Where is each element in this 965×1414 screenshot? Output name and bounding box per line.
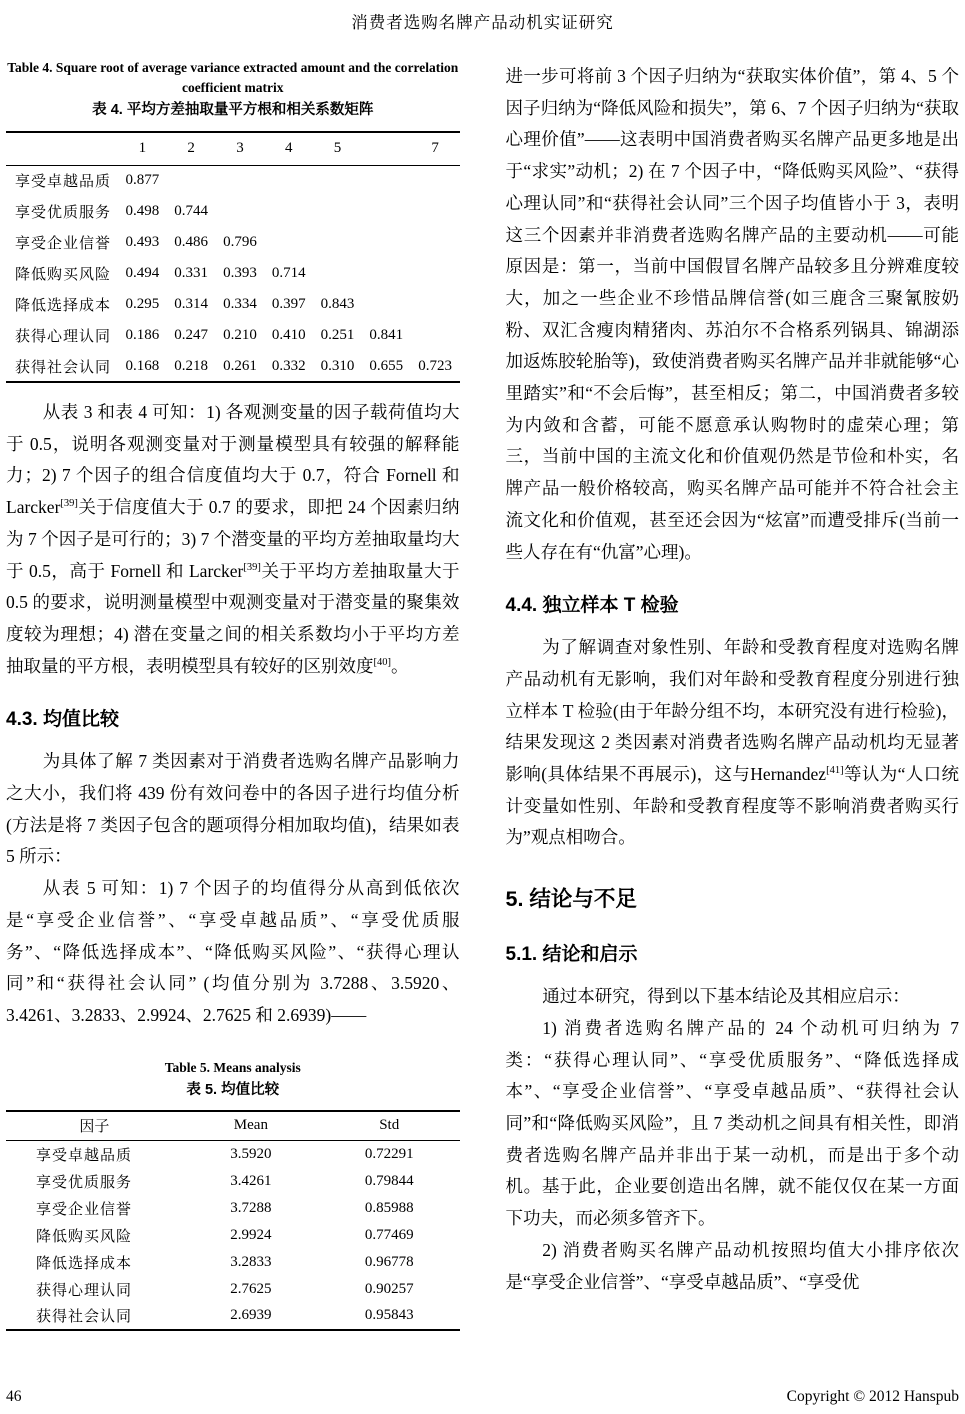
- table-cell: [362, 258, 411, 289]
- table-cell: 3.4261: [230, 1172, 272, 1189]
- text-segment: 关于信度值大于 0.7 的要求，即把 24 个因素归纳为 7 个因子是可行的；3) 7 个潜变量的平均方差抽取量均大于 0.5，高于 Fornell 和 Larcker: [6, 497, 460, 581]
- column-header: 5: [313, 132, 362, 165]
- table-row: [6, 1141, 460, 1168]
- table-row: [6, 258, 460, 289]
- two-column-layout: [0, 56, 965, 1331]
- table-cell: [216, 165, 265, 196]
- table-cell: 0.210: [223, 327, 257, 343]
- table-cell: [313, 165, 362, 196]
- text-segment: 关于平均方差抽取量大于 0.5 的要求，说明测量模型中观测变量对于潜变量的聚集效度较为理想；4) 潜在变量之间的相关系数均小于平均方差抽取量的平方根，表明模型具有较好的区别效度: [6, 560, 460, 676]
- copyright-notice: Copyright © 2012 Hanspub: [786, 1388, 959, 1405]
- body-paragraph: 2) 消费者购买名牌产品动机按照均值大小排序依次是“享受企业信誉”、“享受卓越品质”、“享受优: [505, 1239, 959, 1292]
- correlation-matrix-table: [6, 131, 460, 383]
- table-cell: 0.493: [125, 234, 160, 250]
- table-cell: 0.79844: [364, 1172, 414, 1189]
- table-cell: [313, 227, 362, 258]
- table-cell: 0.331: [174, 265, 209, 281]
- column-header: Mean: [183, 1111, 319, 1141]
- table-cell: [411, 165, 460, 196]
- table-cell: [167, 165, 216, 196]
- column-header: 1: [118, 132, 167, 165]
- body-paragraph: 为具体了解 7 类因素对于消费者选购名牌产品影响力之大小，我们将 439 份有效问卷中的各因子进行均值分析(方法是将 7 类因子包含的题项得分相加取均值)，结果如表 5 所示：: [6, 751, 460, 867]
- table5-caption-english: Table 5. Means analysis: [164, 1059, 301, 1075]
- table-cell: 0.877: [125, 172, 160, 189]
- page-number: 46: [6, 1388, 22, 1405]
- row-label: 降低选择成本: [36, 1255, 133, 1272]
- column-header: 7: [411, 132, 460, 165]
- table-cell: [264, 196, 313, 227]
- table-cell: 0.247: [174, 327, 209, 343]
- row-label: 享受卓越品质: [15, 174, 112, 191]
- row-label: 享受企业信誉: [36, 1201, 133, 1218]
- row-label: 获得心理认同: [36, 1282, 133, 1299]
- text-segment: 从表 3 和表 4 可知：1) 各观测变量的因子载荷值均大于 0.5，说明各观测变量对于测量模型具有较强的解释能力；2) 7 个因子的组合信度值均大于 0.7，符合 Fornell 和 Larcker: [6, 402, 460, 518]
- row-label: 享受优质服务: [15, 205, 112, 221]
- table-cell: [264, 227, 313, 258]
- row-label: 获得心理认同: [15, 329, 112, 345]
- body-paragraph: 从表 5 可知：1) 7 个因子的均值得分从高到低依次是“享受企业信誉”、“享受卓越品质”、“享受优质服务”、“降低选择成本”、“降低购买风险”、“获得心理认同”和“获得社会认同” (均值分别为 3.7288、3.5920、3.4261、3.2833、2.9924、2.7625 和 2.6939)——: [6, 878, 460, 1025]
- column-header: 4: [264, 132, 313, 165]
- table-cell: 2.6939: [230, 1307, 272, 1324]
- table-cell: 0.90257: [364, 1280, 414, 1297]
- table-cell: 0.494: [125, 265, 160, 281]
- row-label: 降低购买风险: [15, 267, 112, 283]
- table-cell: 2.9924: [230, 1226, 272, 1243]
- table-cell: [411, 289, 460, 320]
- citation-superscript: [39]: [243, 561, 261, 573]
- table-cell: 0.841: [369, 327, 404, 343]
- table-header-row: [6, 1111, 460, 1141]
- table-cell: 0.168: [125, 357, 160, 374]
- right-column: [506, 56, 960, 1331]
- table-cell: [313, 258, 362, 289]
- table-cell: [411, 196, 460, 227]
- text-segment: 。: [391, 655, 409, 676]
- table-row: [6, 289, 460, 320]
- table-row: [6, 1195, 460, 1222]
- column-header: 因子: [6, 1111, 183, 1141]
- table-header-row: [6, 132, 460, 165]
- table-cell: [362, 227, 411, 258]
- table-row: [6, 351, 460, 382]
- citation-superscript: [40]: [373, 656, 391, 668]
- body-paragraph: 进一步可将前 3 个因子归纳为“获取实体价值”，第 4、5 个因子归纳为“降低风险和损失”，第 6、7 个因子归纳为“获取心理价值”——这表明中国消费者购买名牌产品更多地是出于“求实”动机；2) 在 7 个因子中，“降低购买风险”、“获得心理认同”和“获得社会认同”三个因子均值皆小于 3，表明这三个因素并非消费者选购名牌产品的主要动机——可能原因是：第一，当前中国假冒名牌产品较多且分辨难度较大，加之一些企业不珍惜品牌信誉(如三鹿含三聚氰胺奶粉、双汇含瘦肉精猪肉、苏泊尔不合格系列锅具、锦湖添加返炼胶轮胎等)，致使消费者购买名牌产品并非就能够“心里踏实”和“不会后悔”，甚至相反；第二，中国消费者多较为内敛和含蓄，可能不愿意承认购物时的虚荣心理；第三，当前中国的主流文化和价值观仍然是节俭和朴实，名牌产品一般价格较高，购买名牌产品可能并不符合社会主流文化和价值观，甚至还会因为“炫富”而遭受排斥(当前一些人存在有“仇富”心理)。: [505, 66, 959, 562]
- table-cell: 0.85988: [364, 1199, 414, 1216]
- page-title: 消费者选购名牌产品动机实证研究: [351, 13, 614, 32]
- body-paragraph: 1) 消费者选购名牌产品的 24 个动机可归纳为 7 类：“获得心理认同”、“享受优质服务”、“降低选择成本”、“享受企业信誉”、“享受卓越品质”、“获得社会认同”和“降低购买风险”，且 7 类动机之间具有相关性，即消费者选购名牌产品并非出于某一动机，而是出于多个动机。基于此，企业要创造出名牌，就不能仅仅在某一方面下功夫，而必须多管齐下。: [505, 1017, 959, 1229]
- table-cell: 0.393: [223, 265, 257, 281]
- table4-caption-english: Table 4. Square root of average variance extracted amount and the correlation coefficient matrix: [7, 60, 459, 95]
- table-cell: 0.410: [271, 327, 306, 343]
- table-cell: 0.314: [174, 296, 209, 312]
- table-cell: [411, 320, 460, 351]
- table-cell: 0.332: [271, 357, 306, 374]
- table-cell: [362, 289, 411, 320]
- table-cell: 0.397: [271, 296, 306, 312]
- table-cell: 0.186: [125, 327, 160, 343]
- means-analysis-table: [6, 1110, 460, 1331]
- table-cell: 0.843: [320, 296, 355, 312]
- citation-superscript: [39]: [60, 498, 78, 510]
- table-row: [6, 1276, 460, 1303]
- table-cell: [411, 258, 460, 289]
- row-label: 享受卓越品质: [36, 1147, 133, 1164]
- table-cell: 0.295: [125, 296, 160, 312]
- table-cell: 0.334: [223, 296, 257, 312]
- table-cell: 0.714: [271, 265, 306, 281]
- body-paragraph: [6, 397, 460, 682]
- table-cell: [411, 227, 460, 258]
- column-header: [362, 132, 411, 165]
- column-header: 3: [216, 132, 265, 165]
- section-heading-5: 5. 结论与不足: [505, 887, 637, 912]
- table-row: [6, 165, 460, 196]
- section-heading-4-3: 4.3. 均值比较: [6, 709, 119, 731]
- table-cell: 0.77469: [364, 1226, 414, 1243]
- table-cell: [313, 196, 362, 227]
- left-column: [6, 56, 460, 1331]
- table-row: [6, 196, 460, 227]
- table4-body: [6, 165, 460, 382]
- table-row: [6, 1249, 460, 1276]
- table-row: [6, 1168, 460, 1195]
- table-row: [6, 227, 460, 258]
- table-cell: [362, 196, 411, 227]
- text-segment: 等认为“人口统计变量如性别、年龄和受教育程度等不影响消费者购买行为”观点相吻合。: [505, 764, 959, 848]
- table-cell: 0.218: [174, 357, 209, 374]
- table4-caption-chinese: 表 4. 平均方差抽取量平方根和相关系数矩阵: [92, 102, 374, 118]
- table-cell: 0.655: [369, 357, 404, 374]
- row-label: 享受企业信誉: [15, 236, 112, 252]
- row-label: 降低购买风险: [36, 1228, 133, 1245]
- table-cell: 0.95843: [364, 1307, 414, 1324]
- table-cell: 0.486: [174, 234, 209, 250]
- table4-header: [6, 132, 460, 165]
- table-cell: [216, 196, 265, 227]
- row-label: 获得社会认同: [15, 359, 112, 376]
- table-cell: 3.5920: [230, 1145, 272, 1162]
- body-paragraph: [506, 632, 960, 854]
- row-label: 获得社会认同: [36, 1309, 133, 1326]
- table-cell: 0.72291: [364, 1145, 414, 1162]
- table-cell: 0.251: [320, 327, 355, 343]
- table-cell: 0.796: [223, 234, 257, 250]
- section-heading-4-4: 4.4. 独立样本 T 检验: [505, 595, 679, 617]
- table-row: [6, 1303, 460, 1330]
- text-segment: 为了解调查对象性别、年龄和受教育程度对选购名牌产品动机有无影响，我们对年龄和受教育程度分别进行独立样本 T 检验(由于年龄分组不均，本研究没有进行检验)，结果发现这 2 类因素对消费者选购名牌产品动机均无显著影响(具体结果不再展示)，这与Hernandez: [505, 637, 959, 785]
- table-cell: [362, 165, 411, 196]
- table5-caption-chinese: 表 5. 均值比较: [186, 1081, 280, 1098]
- column-header: Std: [319, 1111, 460, 1141]
- table-cell: [264, 165, 313, 196]
- table-cell: 2.7625: [230, 1280, 272, 1297]
- table-cell: 0.498: [125, 203, 160, 219]
- table-row: [6, 1222, 460, 1249]
- table-cell: 3.7288: [230, 1199, 272, 1216]
- row-label: 享受优质服务: [36, 1174, 133, 1191]
- column-header: 2: [167, 132, 216, 165]
- table-cell: 0.96778: [364, 1253, 414, 1270]
- table5-header: [6, 1111, 460, 1141]
- table-row: [6, 320, 460, 351]
- row-label: 降低选择成本: [15, 298, 112, 314]
- column-header: [6, 132, 118, 165]
- table-cell: 0.744: [174, 203, 209, 219]
- body-paragraph: 通过本研究，得到以下基本结论及其相应启示：: [542, 986, 910, 1007]
- footer: [6, 1388, 959, 1406]
- section-heading-5-1: 5.1. 结论和启示: [505, 944, 638, 966]
- table-cell: 3.2833: [230, 1253, 272, 1270]
- table5-body: [6, 1141, 460, 1330]
- citation-superscript: [41]: [826, 765, 844, 777]
- table-cell: 0.310: [320, 357, 355, 374]
- table-cell: 0.723: [418, 357, 452, 374]
- table-cell: 0.261: [223, 357, 257, 374]
